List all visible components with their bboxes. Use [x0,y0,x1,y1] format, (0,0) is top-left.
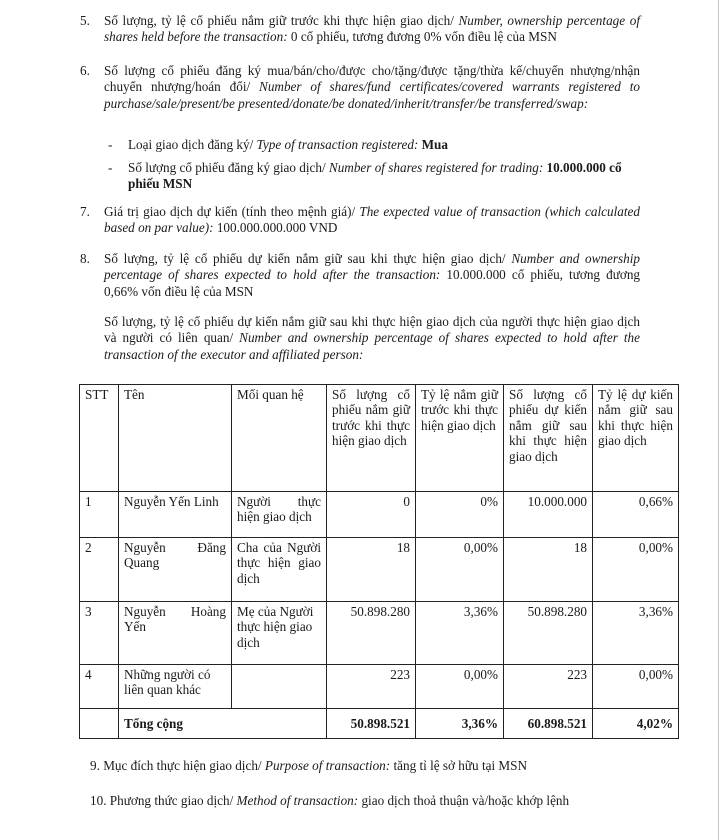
item-7 [80,204,640,237]
cell-stt: 2 [80,538,119,602]
cell-after-pct: 0,00% [593,538,679,602]
cell-before-pct: 0,00% [416,665,504,709]
item-number: 10. [90,793,107,808]
table-total-row [80,709,679,739]
cell-after-pct: 0,00% [593,665,679,709]
header-cell: Số lượng cổ phiếu nắm giữ trước khi thực hiện giao dịch [327,385,416,492]
total-label: Tổng cộng [119,709,327,739]
item-vn: Số lượng, tỷ lệ cổ phiếu dự kiến nắm giữ sau khi thực hiện giao dịch/ [104,251,506,266]
table-row [80,665,679,709]
sub-value: Mua [421,137,448,152]
item-vn: Số lượng, tỷ lệ cổ phiếu nắm giữ trước khi thực hiện giao dịch/ [104,13,454,28]
cell-after-qty: 10.000.000 [504,492,593,538]
cell-after-qty: 18 [504,538,593,602]
cell-after-pct: 0,66% [593,492,679,538]
item-en: Number and ownership percentage of shares expected to hold after the transaction: [104,251,641,283]
cell-before-pct: 0% [416,492,504,538]
table-row [80,492,679,538]
total-after-qty: 60.898.521 [504,709,593,739]
sub-en: Type of transaction registered: [256,137,419,152]
item-value: 0 cổ phiếu, tương đương 0% vốn điều lệ của MSN [290,29,557,45]
item-8-paragraph [104,314,640,363]
cell-relation: Người thực hiện giao dịch [232,492,327,538]
item-en: Number, ownership percentage of shares held before the transaction: [104,13,640,45]
cell-stt: 3 [80,602,119,665]
cell-before-pct: 3,36% [416,602,504,665]
cell-before-qty: 50.898.280 [327,602,416,665]
sub-en: Number of shares registered for trading: [328,160,544,175]
header-cell: Tỷ lệ dự kiến nắm giữ sau khi thực hiện giao dịch [593,385,679,492]
header-cell: Mối quan hệ [232,385,327,492]
total-before-qty: 50.898.521 [327,709,416,739]
cell-name: Nguyễn Đăng Quang [119,538,232,602]
sub-value: 10.000.000 cổ phiếu MSN [128,160,622,192]
cell-relation: Cha của Người thực hiện giao dịch [232,538,327,602]
item-6-type: - Loại giao dịch đăng ký/ Type of transaction registered: Mua [108,137,448,152]
page-edge [718,0,719,840]
header-cell: Tỷ lệ nắm giữ trước khi thực hiện giao dịch [416,385,504,492]
item-8 [80,251,640,300]
item-vn: Giá trị giao dịch dự kiến (tính theo mệnh giá)/ [104,204,356,219]
item-vn: Mục đích thực hiện giao dịch/ [103,758,262,773]
item-6-count: - Số lượng cổ phiếu đăng ký giao dịch/ Number of shares registered for trading: 10.000.000 cổ phiếu MSN [108,160,622,192]
cell-name: Nguyễn Yến Linh [119,492,232,538]
sub-vn: Loại giao dịch đăng ký/ [128,137,254,152]
item-en: Purpose of transaction: [264,758,391,773]
cell-after-qty: 223 [504,665,593,709]
table-header [80,385,679,492]
cell-before-pct: 0,00% [416,538,504,602]
cell-name: Những người có liên quan khác [119,665,232,709]
item-value: 100.000.000.000 VND [216,220,338,236]
item-9 [90,758,650,774]
item-5 [80,13,640,46]
cell-after-pct: 3,36% [593,602,679,665]
item-10 [90,793,650,809]
item-number: 6. [80,63,90,78]
cell-before-qty: 0 [327,492,416,538]
sub-vn: Số lượng cổ phiếu đăng ký giao dịch/ [128,160,326,175]
cell-after-qty: 50.898.280 [504,602,593,665]
cell-relation [232,665,327,709]
header-cell: Tên [119,385,232,492]
header-cell: Số lượng cổ phiếu dự kiến nắm giữ sau khi thực hiện giao dịch [504,385,593,492]
table-row [80,538,679,602]
item-number: 9. [90,758,100,773]
total-after-pct: 4,02% [593,709,679,739]
para-en: Number and ownership percentage of shares expected to hold after the transaction of the executor and affiliated person: [104,330,640,362]
header-cell: STT [80,385,119,492]
total-before-pct: 3,36% [416,709,504,739]
cell-before-qty: 223 [327,665,416,709]
cell-stt: 1 [80,492,119,538]
item-value: tăng tỉ lệ sở hữu tại MSN [393,758,528,773]
cell-before-qty: 18 [327,538,416,602]
item-vn: Số lượng cổ phiếu đăng ký mua/bán/cho/được cho/tặng/được tặng/thừa kế/chuyển nhượng/nhận chuyển nhượng/hoán đổi/ [104,63,640,95]
item-number: 8. [80,251,90,266]
cell-relation: Mẹ của Người thực hiện giao dịch [232,602,327,665]
table-row [80,602,679,665]
item-en: Method of transaction: [236,793,359,808]
para-vn: Số lượng, tỷ lệ cổ phiếu dự kiến nắm giữ sau khi thực hiện giao dịch của người thực hiện giao dịch và người có liên quan/ [104,314,640,346]
item-en: Number of shares/fund certificates/covered warrants registered to purchase/sale/present/be presented/donate/be donated/inherit/transfer/be transferred/swap: [104,79,640,111]
item-value: 10.000.000 cổ phiếu, tương đương 0,66% vốn điều lệ của MSN [104,267,641,299]
item-vn: Phương thức giao dịch/ [109,793,234,808]
item-6 [80,63,640,112]
cell-name: Nguyễn Hoàng Yến [119,602,232,665]
cell-stt: 4 [80,665,119,709]
item-number: 7. [80,204,90,219]
item-value: giao dịch thoả thuận và/hoặc khớp lệnh [361,793,570,808]
item-en: The expected value of transaction (which calculated based on par value): [104,204,640,236]
holdings-table [79,384,679,739]
item-number: 5. [80,13,90,28]
